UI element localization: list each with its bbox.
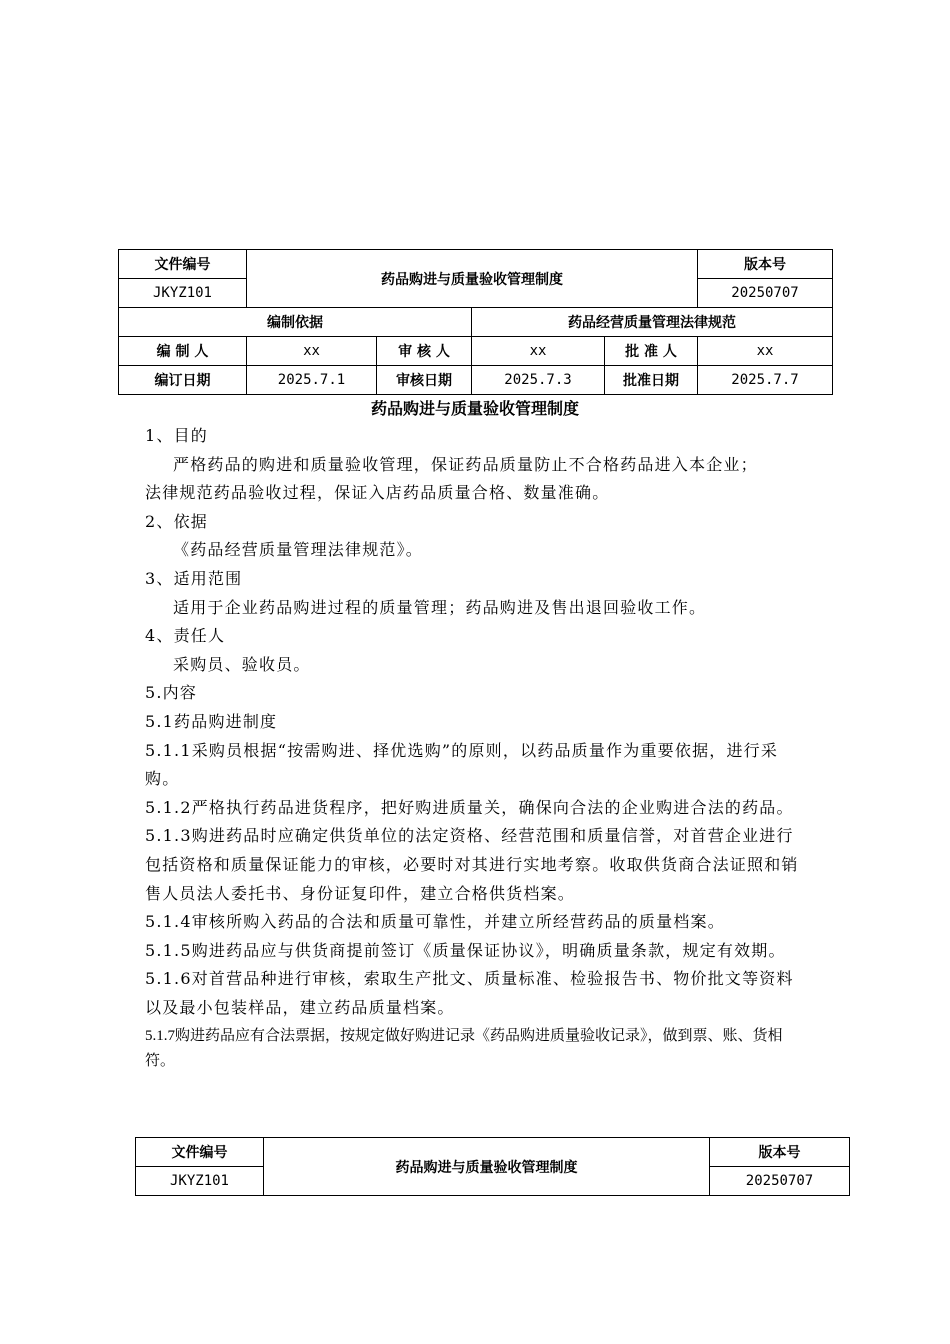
subsection-heading: 5.1药品购进制度 bbox=[145, 711, 278, 731]
approve-date-value: 2025.7.7 bbox=[698, 366, 833, 395]
section-heading: 5.内容 bbox=[145, 683, 198, 703]
reviewer-label: 审 核 人 bbox=[377, 337, 472, 366]
header-title: 药品购进与质量验收管理制度 bbox=[247, 250, 698, 308]
review-date-value: 2025.7.3 bbox=[472, 366, 605, 395]
header-title: 药品购进与质量验收管理制度 bbox=[264, 1138, 710, 1196]
clause: 5.1.7购进药品应有合法票据，按规定做好购进记录《药品购进质量验收记录》，做到票、账、货相符。 bbox=[145, 1028, 783, 1070]
approver-value: xx bbox=[698, 337, 833, 366]
next-page-header-table bbox=[135, 1137, 850, 1196]
section-heading: 1、目的 bbox=[145, 426, 208, 445]
paragraph: 《药品经营质量管理法律规范》。 bbox=[173, 540, 424, 560]
basis-value: 药品经营质量管理法律规范 bbox=[472, 308, 833, 337]
clause: 5.1.2严格执行药品进货程序，把好购进质量关，确保向合法的企业购进合法的药品。 bbox=[145, 797, 794, 817]
review-date-label: 审核日期 bbox=[377, 366, 472, 395]
doc-no-label: 文件编号 bbox=[119, 250, 247, 279]
document-body bbox=[145, 422, 810, 1074]
document-header-table bbox=[118, 249, 833, 395]
paragraph: 法律规范药品验收过程，保证入店药品质量合格、数量准确。 bbox=[145, 483, 610, 503]
version-label: 版本号 bbox=[710, 1138, 850, 1167]
basis-label: 编制依据 bbox=[119, 308, 472, 337]
doc-no-label: 文件编号 bbox=[136, 1138, 264, 1167]
version-value: 20250707 bbox=[698, 279, 833, 308]
clause: 5.1.3购进药品时应确定供货单位的法定资格、经营范围和质量信誉，对首营企业进行包括资格和质量保证能力的审核，必要时对其进行实地考察。收取供货商合法证照和销售人员法人委托书、身份证复印件，建立合格供货档案。 bbox=[145, 826, 799, 903]
approve-date-label: 批准日期 bbox=[605, 366, 698, 395]
section-heading: 4、责任人 bbox=[145, 626, 226, 646]
clause: 5.1.1采购员根据“按需购进、择优选购”的原则，以药品质量作为重要依据，进行采购。 bbox=[145, 740, 779, 789]
section-heading: 2、依据 bbox=[145, 511, 208, 531]
doc-no-value: JKYZ101 bbox=[136, 1167, 264, 1196]
paragraph: 严格药品的购进和质量验收管理，保证药品质量防止不合格药品进入本企业； bbox=[173, 454, 758, 474]
author-value: xx bbox=[247, 337, 377, 366]
document-title: 药品购进与质量验收管理制度 bbox=[370, 399, 579, 418]
paragraph: 适用于企业药品购进过程的质量管理；药品购进及售出退回验收工作。 bbox=[173, 597, 707, 617]
doc-no-value: JKYZ101 bbox=[119, 279, 247, 308]
edit-date-value: 2025.7.1 bbox=[247, 366, 377, 395]
section-heading: 3、适用范围 bbox=[145, 568, 243, 588]
version-value: 20250707 bbox=[710, 1167, 850, 1196]
version-label: 版本号 bbox=[698, 250, 833, 279]
paragraph: 采购员、验收员。 bbox=[173, 654, 311, 674]
author-label: 编 制 人 bbox=[119, 337, 247, 366]
approver-label: 批 准 人 bbox=[605, 337, 698, 366]
clause: 5.1.5购进药品应与供货商提前签订《质量保证协议》，明确质量条款，规定有效期。 bbox=[145, 940, 786, 960]
edit-date-label: 编订日期 bbox=[119, 366, 247, 395]
clause: 5.1.6对首营品种进行审核，索取生产批文、质量标准、检验报告书、物价批文等资料以及最小包装样品，建立药品质量档案。 bbox=[145, 969, 794, 1017]
reviewer-value: xx bbox=[472, 337, 605, 366]
clause: 5.1.4审核所购入药品的合法和质量可靠性，并建立所经营药品的质量档案。 bbox=[145, 912, 725, 932]
